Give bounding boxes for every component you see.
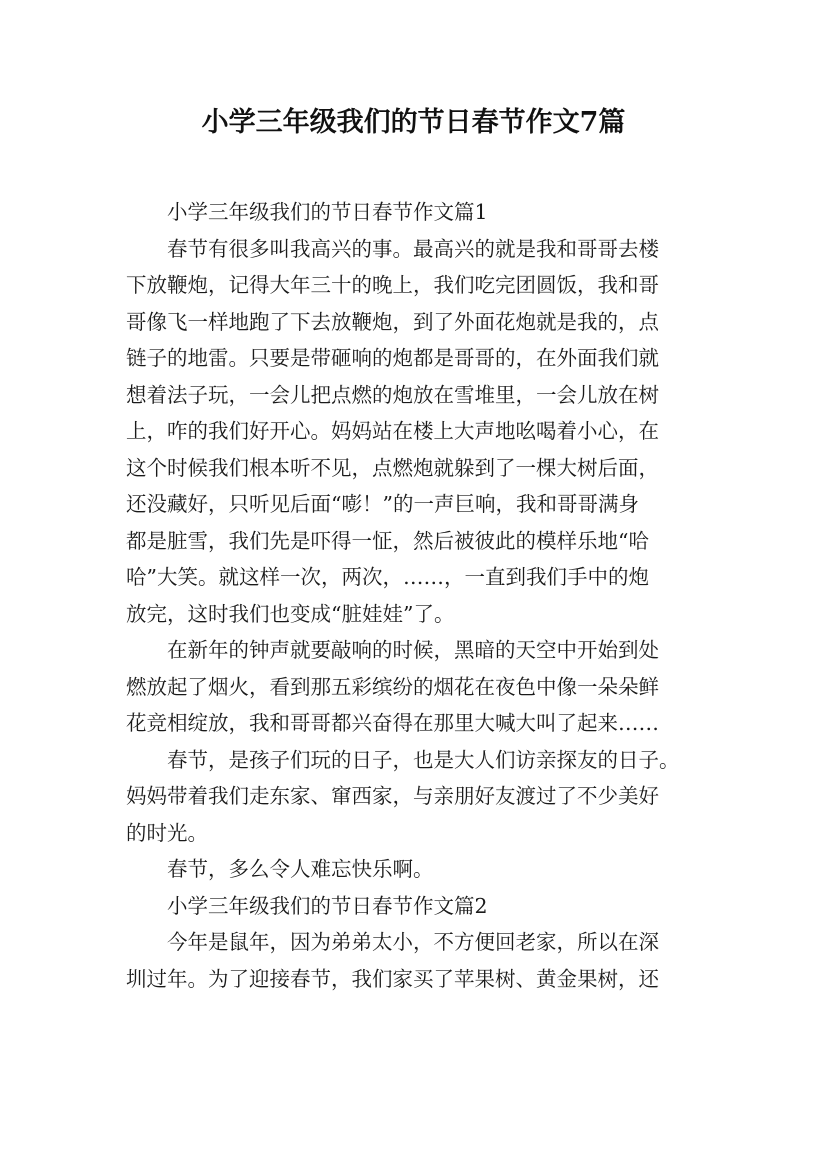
paragraph-heading-essay-1 <box>126 194 716 231</box>
text-line: 链子的地雷。只要是带砸响的炮都是哥哥的，在外面我们就 <box>126 346 659 370</box>
text-line: 哥像飞一样地跑了下去放鞭炮，到了外面花炮就是我的，点 <box>126 309 659 334</box>
document-body <box>126 194 716 997</box>
text-line: 燃放起了烟火，看到那五彩缤纷的烟花在夜色中像一朵朵鲜 <box>126 674 659 699</box>
paragraph-fireworks <box>126 632 716 742</box>
text-line: 春节，是孩子们玩的日子，也是大人们访亲探友的日子。 <box>167 747 680 772</box>
paragraph-firecrackers <box>126 231 716 633</box>
paragraph-visiting <box>126 742 716 852</box>
text-line: 哈”大笑。就这样一次，两次，……，一直到我们手中的炮 <box>126 565 649 589</box>
document-title: 小学三年级我们的节日春节作文7篇 <box>201 107 626 138</box>
text-line: 放完，这时我们也变成“脏娃娃”了。 <box>126 601 455 626</box>
text-line: 上，咋的我们好开心。妈妈站在楼上大声地吆喝着小心，在 <box>126 419 659 443</box>
paragraph-heading-essay-2 <box>126 888 716 925</box>
text-line: 春节，多么令人难忘快乐啊。 <box>167 857 434 881</box>
text-line: 下放鞭炮，记得大年三十的晚上，我们吃完团圆饭，我和哥 <box>126 273 659 297</box>
text-line: 在新年的钟声就要敲响的时候，黑暗的天空中开始到处 <box>167 638 659 662</box>
text-line: 这个时候我们根本听不见，点燃炮就躲到了一棵大树后面， <box>126 455 659 480</box>
text-line: 的时光。 <box>126 820 208 845</box>
text-line: 圳过年。为了迎接春节，我们家买了苹果树、黄金果树，还 <box>126 966 659 991</box>
text-line: 都是脏雪，我们先是吓得一怔，然后被彼此的模样乐地“哈 <box>126 528 649 553</box>
paragraph-conclusion <box>126 851 716 888</box>
text-line: 花竞相绽放，我和哥哥都兴奋得在那里大喊大叫了起来…… <box>126 711 659 735</box>
text-line: 还没藏好，只听见后面“嘭！”的一声巨响，我和哥哥满身 <box>126 492 639 516</box>
text-line: 春节有很多叫我高兴的事。最高兴的就是我和哥哥去楼 <box>167 236 659 261</box>
text-line: 妈妈带着我们走东家、窜西家，与亲朋好友渡过了不少美好 <box>126 784 659 808</box>
text-line: 今年是鼠年，因为弟弟太小，不方便回老家，所以在深 <box>167 930 659 954</box>
text-line: 小学三年级我们的节日春节作文篇1 <box>167 200 488 224</box>
paragraph-shenzhen-new-year <box>126 924 716 997</box>
text-line: 想着法子玩，一会儿把点燃的炮放在雪堆里，一会儿放在树 <box>126 382 659 407</box>
text-line: 小学三年级我们的节日春节作文篇2 <box>167 893 488 918</box>
